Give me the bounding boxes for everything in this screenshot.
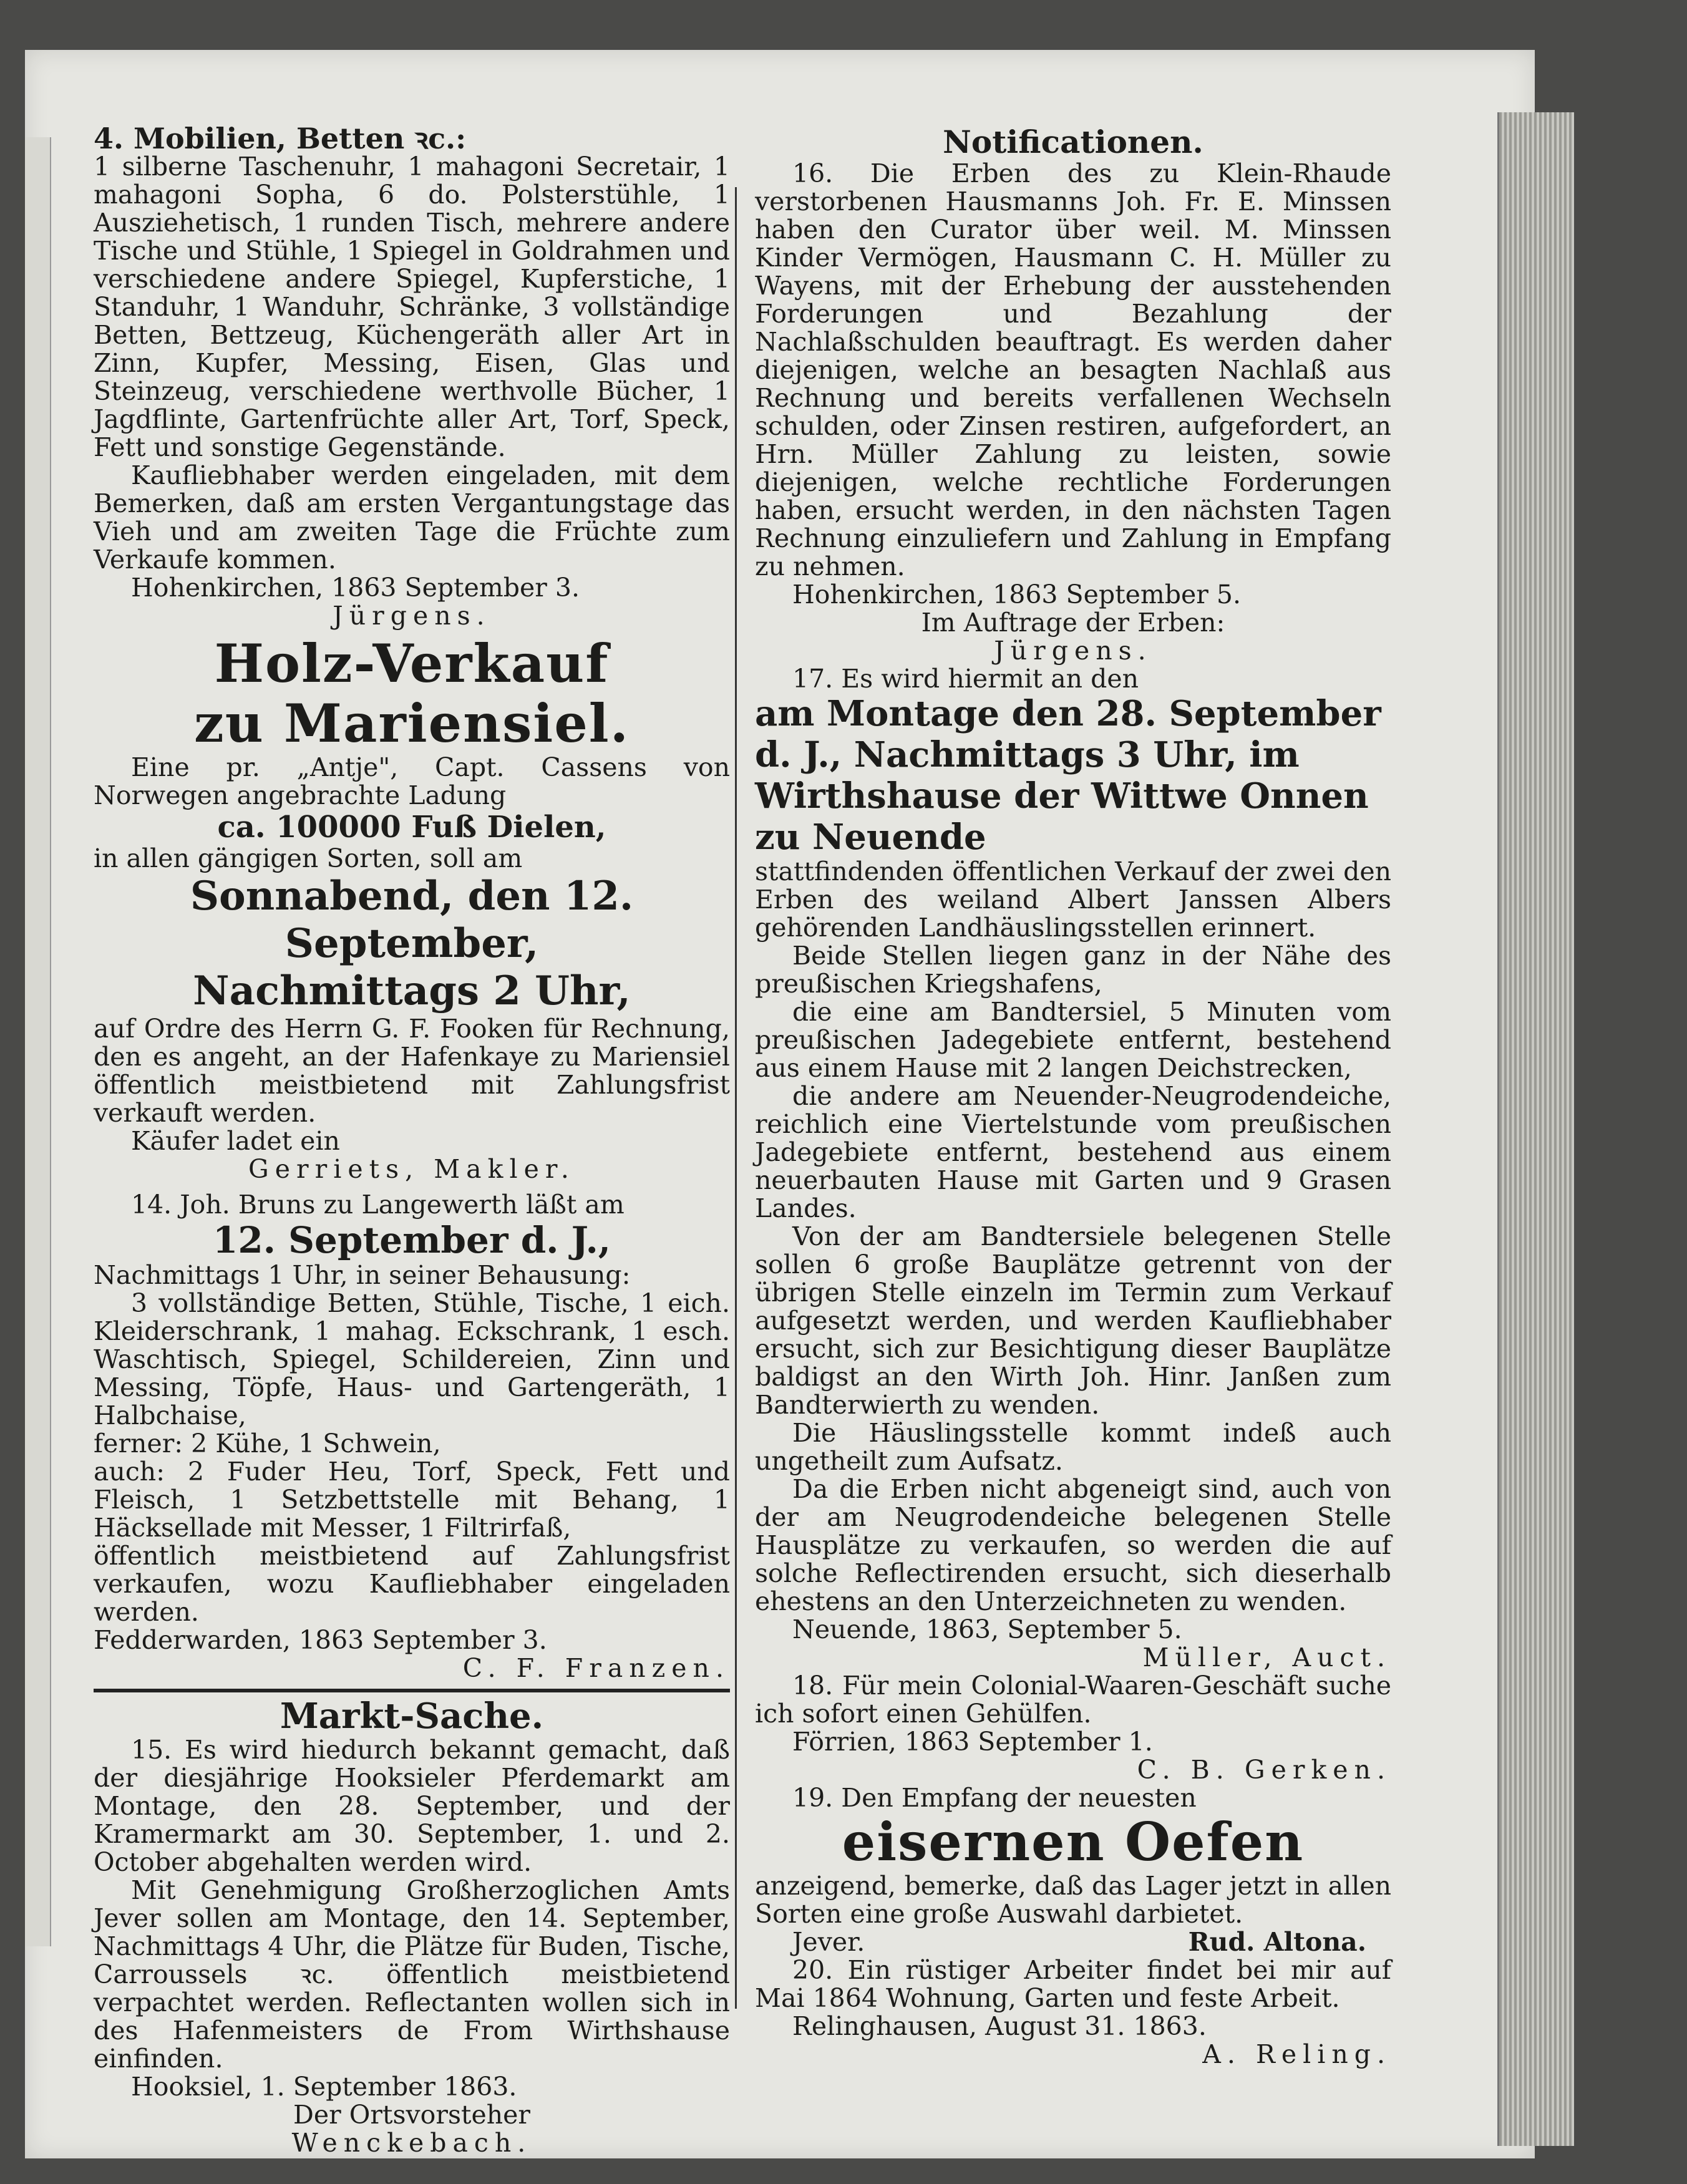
item4-body: 1 silberne Taschenuhr, 1 mahagoni Secretair, 1 mahagoni Sopha, 6 do. Polsterstühle, 1 Ausziehetisch, 1 runden Tisch, mehrere andere Tische und Stühle, 1 Spiegel in Goldrahmen und verschiedene andere Spiegel, Kupferstiche, 1 Standuhr, 1 Wanduhr, Schränke, 3 vollständige Betten, Bettzeug, Küchengeräth aller Art in Zinn, Kupfer, Messing, Eisen, Glas und Steinzeug, verschiedene werthvolle Bücher, 1 Jagdflinte, Gartenfrüchte aller Art, Torf, Speck, Fett und sonstige Gegenstände. xyxy=(94,152,730,462)
item16-place-date: Hohenkirchen, 1863 September 5. xyxy=(792,580,1242,609)
item16-body: 16. Die Erben des zu Klein-Rhaude verstorbenen Hausmanns Joh. Fr. E. Minssen haben den Curator über weil. M. Minssen Kinder Vermögen, Hausmann C. H. Müller zu Wayens, mit der Erhebung der ausstehenden Forderungen und Bezahlung der Nachlaßschulden beauftragt. Es werden daher diejenigen, welche an besagten Nachlaß aus Rechnung und bereits verfallenen Wechseln schulden, oder Zinsen restiren, aufgefordert, an Hrn. Müller Zahlung zu leisten, sowie diejenigen, welche rechtliche Forderungen haben, ersucht werden, in den nächsten Tagen Rechnung einzuliefern und Zahlung in Empfang zu nehmen. xyxy=(755,158,1391,581)
item15-p2: Mit Genehmigung Großherzoglichen Amts Jever sollen am Montage, den 14. September, Nachmittags 4 Uhr, die Plätze für Buden, Tische, Carroussels ꝛc. öffentlich meistbietend verpachtet werden. Reflectanten wollen sich in des Hafenmeisters de From Wirthshause einfinden. xyxy=(94,1875,730,2074)
item14-date: 12. September d. J., xyxy=(213,1219,611,1261)
item16-office: Im Auftrage der Erben: xyxy=(921,608,1225,638)
item15-signature: Wenckebach. xyxy=(291,2128,532,2158)
item14-goods: 3 vollständige Betten, Stühle, Tische, 1 eich. Kleiderschrank, 1 mahag. Eckschrank, 1 esch. Waschtisch, Spiegel, Schildereien, Zinn und Messing, Töpfe, Haus- und Gartengeräth, 1 Halbchaise, xyxy=(94,1288,730,1430)
item17-signature: Müller, Auct. xyxy=(1142,1643,1391,1672)
right-column xyxy=(755,125,1391,2069)
page-stack-edge xyxy=(1497,112,1574,2146)
item17-body3: die eine am Bandtersiel, 5 Minuten vom preußischen Jadegebiete entfernt, bestehend aus einem Hause mit 2 langen Deichstrecken, xyxy=(755,997,1391,1083)
item20-body: 20. Ein rüstiger Arbeiter findet bei mir auf Mai 1864 Wohnung, Garten und feste Arbeit. xyxy=(755,1955,1391,2013)
item17-body5: Von der am Bandtersiele belegenen Stelle sollen 6 große Bauplätze getrennt von der übrigen Stelle einzeln im Termin zum Verkauf aufgesetzt werden, und werden Kaufliebhaber ersucht, sich zur Besichtigung dieser Bauplätze baldigst an den Wirth Joh. Hinr. Janßen zum Bandterwierth zu wenden. xyxy=(755,1221,1391,1420)
item15-place-date: Hooksiel, 1. September 1863. xyxy=(131,2072,517,2102)
item17-body7: Da die Erben nicht abgeneigt sind, auch von der am Neugrodendeiche belegenen Stelle Hausplätze zu verkaufen, so werden die auf solche Reflectirenden ersucht, sich dieserhalb ehestens an den Unterzeichneten zu wenden. xyxy=(755,1474,1391,1616)
item15-p1: 15. Es wird hiedurch bekannt gemacht, daß der diesjährige Hooksieler Pferdemarkt am Montage, den 28. September, und der Kramermarkt am 30. September, 1. und 2. October abgehalten werden wird. xyxy=(94,1735,730,1877)
notif-title: Notificationen. xyxy=(943,124,1203,160)
item4-signature: Jürgens. xyxy=(333,601,491,631)
item14-signature: C. F. Franzen. xyxy=(462,1653,730,1683)
holz-invite: Käufer ladet ein xyxy=(131,1126,340,1156)
item16-signature: Jürgens. xyxy=(994,636,1152,666)
item17-place-date: Neuende, 1863, September 5. xyxy=(792,1614,1182,1644)
holz-amount: ca. 100000 Fuß Dielen, xyxy=(217,810,606,845)
binding-edge xyxy=(25,137,51,1946)
column-divider xyxy=(735,187,737,2009)
holz-date: Sonnabend, den 12. September, xyxy=(190,873,634,967)
section-rule xyxy=(94,1689,730,1692)
item4-heading: 4. Mobilien, Betten ꝛc.: xyxy=(94,122,467,155)
item14-place-date: Fedderwarden, 1863 September 3. xyxy=(94,1625,547,1655)
item19-body: anzeigend, bemerke, daß das Lager jetzt in allen Sorten eine große Auswahl darbietet. xyxy=(755,1871,1391,1929)
holz-signature: Gerriets, Makler. xyxy=(248,1154,575,1184)
left-column xyxy=(94,122,730,2158)
item17-intro: 17. Es wird hiermit an den xyxy=(792,664,1139,694)
holz-title: Holz-Verkauf xyxy=(214,633,610,694)
item19-title: eisernen Oefen xyxy=(842,1811,1305,1873)
item19-place: Jever. xyxy=(792,1927,865,1957)
item4-buyers: Kaufliebhaber werden eingeladen, mit dem Bemerken, daß am ersten Vergantungstage das Vieh und am zweiten Tage die Früchte zum Verkaufe kommen. xyxy=(94,460,730,575)
holz-intro: Eine pr. „Antje", Capt. Cassens von Norwegen angebrachte Ladung xyxy=(94,752,730,810)
holz-body: auf Ordre des Herrn G. F. Fooken für Rechnung, den es angeht, an der Hafenkaye zu Mariensiel öffentlich meistbietend mit Zahlungsfrist verkauft werden. xyxy=(94,1014,730,1128)
item14-more2: auch: 2 Fuder Heu, Torf, Speck, Fett und Fleisch, 1 Setzbettstelle mit Behang, 1 Häcksellade mit Messer, 1 Filtrirfaß, xyxy=(94,1457,730,1543)
item18-body: 18. Für mein Colonial-Waaren-Geschäft suche ich sofort einen Gehülfen. xyxy=(755,1671,1391,1729)
item14-more1: ferner: 2 Kühe, 1 Schwein, xyxy=(94,1429,441,1458)
item14-intro: 14. Joh. Bruns zu Langewerth läßt am xyxy=(131,1190,625,1220)
item18-signature: C. B. Gerken. xyxy=(1137,1755,1391,1785)
item20-signature: A. Reling. xyxy=(1202,2039,1391,2069)
item17-body4: die andere am Neuender-Neugrodendeiche, reichlich eine Viertelstunde vom preußischen Jadegebiete entfernt, bestehend aus einem neuerbauten Hause mit Garten und 9 Grasen Landes. xyxy=(755,1081,1391,1223)
item19-sign-row xyxy=(755,1928,1391,1956)
item18-place-date: Förrien, 1863 September 1. xyxy=(792,1727,1153,1757)
item17-body2: Beide Stellen liegen ganz in der Nähe des preußischen Kriegshafens, xyxy=(755,941,1391,999)
holz-place: zu Mariensiel. xyxy=(194,692,630,754)
holz-sorts: in allen gängigen Sorten, soll am xyxy=(94,843,523,873)
item19-intro: 19. Den Empfang der neuesten xyxy=(792,1783,1197,1813)
item4-place-date: Hohenkirchen, 1863 September 3. xyxy=(131,573,580,603)
item17-body6: Die Häuslingsstelle kommt indeß auch ungetheilt zum Aufsatz. xyxy=(755,1418,1391,1476)
item20-place-date: Relinghausen, August 31. 1863. xyxy=(792,2011,1207,2041)
item17-body1: stattfindenden öffentlichen Verkauf der zwei den Erben des weiland Albert Janssen Albers gehörenden Landhäuslingsstellen erinnert. xyxy=(755,857,1391,943)
holz-time: Nachmittags 2 Uhr, xyxy=(193,968,631,1014)
markt-title: Markt-Sache. xyxy=(280,1696,544,1737)
item17-date: am Montage den 28. September d. J., Nachmittags 3 Uhr, im Wirthshause der Wittwe Onnen zu Neuende xyxy=(755,693,1381,858)
item19-signature: Rud. Altona. xyxy=(1188,1927,1366,1957)
item15-office: Der Ortsvorsteher xyxy=(293,2100,530,2130)
item14-body: öffentlich meistbietend auf Zahlungsfrist verkaufen, wozu Kaufliebhaber eingeladen werden. xyxy=(94,1541,730,1627)
item14-time: Nachmittags 1 Uhr, in seiner Behausung: xyxy=(94,1260,631,1290)
